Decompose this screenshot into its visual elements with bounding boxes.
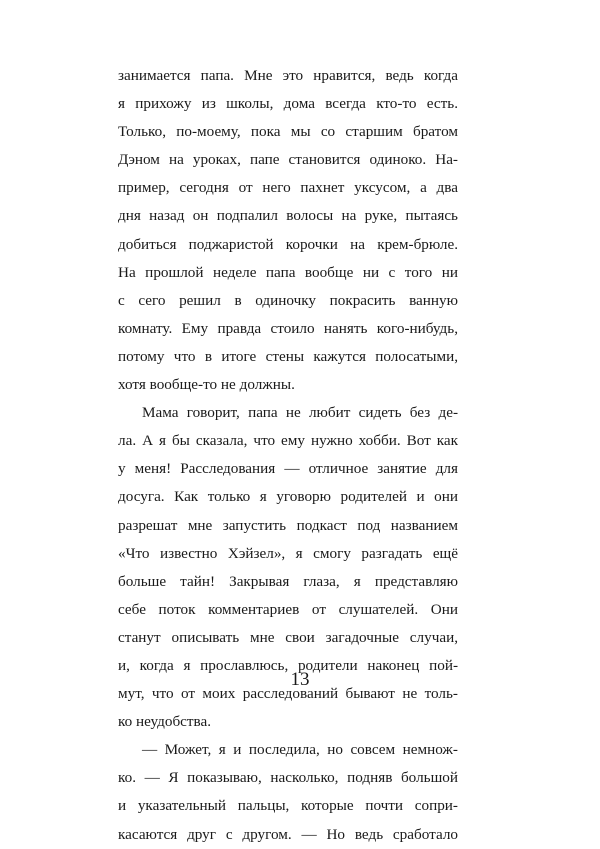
- text-line: ко. — Я показываю, насколько, подняв большой: [118, 769, 458, 787]
- page-number: 13: [290, 669, 310, 690]
- text-line: — Может, я и последила, но совсем немнож-: [142, 741, 458, 759]
- text-line: «Что известно Хэйзел», я смогу разгадать ещё: [118, 544, 458, 562]
- text-line: дня назад он подпалил волосы на руке, пытаясь: [118, 207, 458, 225]
- body-text: [118, 62, 458, 849]
- text-line: ко неудобства.: [118, 713, 212, 731]
- text-line: у меня! Расследования — отличное занятие для: [118, 460, 458, 478]
- text-line: Мама говорит, папа не любит сидеть без де-: [142, 404, 458, 422]
- text-line: разрешат мне запустить подкаст под названием: [118, 516, 458, 534]
- text-line: комнату. Ему правда стоило нанять кого-нибудь,: [118, 319, 458, 337]
- text-line: Только, по-моему, пока мы со старшим братом: [118, 123, 458, 141]
- text-line: больше тайн! Закрывая глаза, я представляю: [118, 572, 458, 590]
- text-line: с сего решил в одиночку покрасить ванную: [118, 291, 458, 309]
- text-line: пример, сегодня от него пахнет уксусом, а два: [118, 179, 458, 197]
- text-line: На прошлой неделе папа вообще ни с того ни: [118, 263, 458, 281]
- text-line: и, когда я прославлюсь, родители наконец пой-: [118, 656, 458, 674]
- text-line: занимается папа. Мне это нравится, ведь когда: [118, 67, 458, 84]
- text-line: касаются друг с другом. — Но ведь сработало: [118, 825, 458, 843]
- paragraph-3: [118, 736, 458, 848]
- paragraph-1: [118, 62, 458, 399]
- text-line: потому что в итоге стены кажутся полосатыми,: [118, 347, 458, 365]
- text-line: я прихожу из школы, дома всегда кто-то есть.: [118, 95, 458, 113]
- text-line: себе поток комментариев от слушателей. Они: [118, 600, 458, 618]
- text-line: хотя вообще-то не должны.: [118, 376, 295, 394]
- text-line: добиться поджаристой корочки на крем-брюле.: [118, 235, 458, 253]
- text-line: досуга. Как только я уговорю родителей и они: [118, 488, 458, 506]
- text-line: мут, что от моих расследований бывают не толь-: [118, 685, 458, 703]
- text-line: Дэном на уроках, папе становится одиноко. На-: [118, 151, 458, 169]
- text-line: и указательный пальцы, которые почти сопри-: [118, 797, 458, 815]
- text-line: станут описывать мне свои загадочные случаи,: [118, 628, 458, 646]
- text-line: ла. А я бы сказала, что ему нужно хобби. Вот как: [118, 432, 458, 450]
